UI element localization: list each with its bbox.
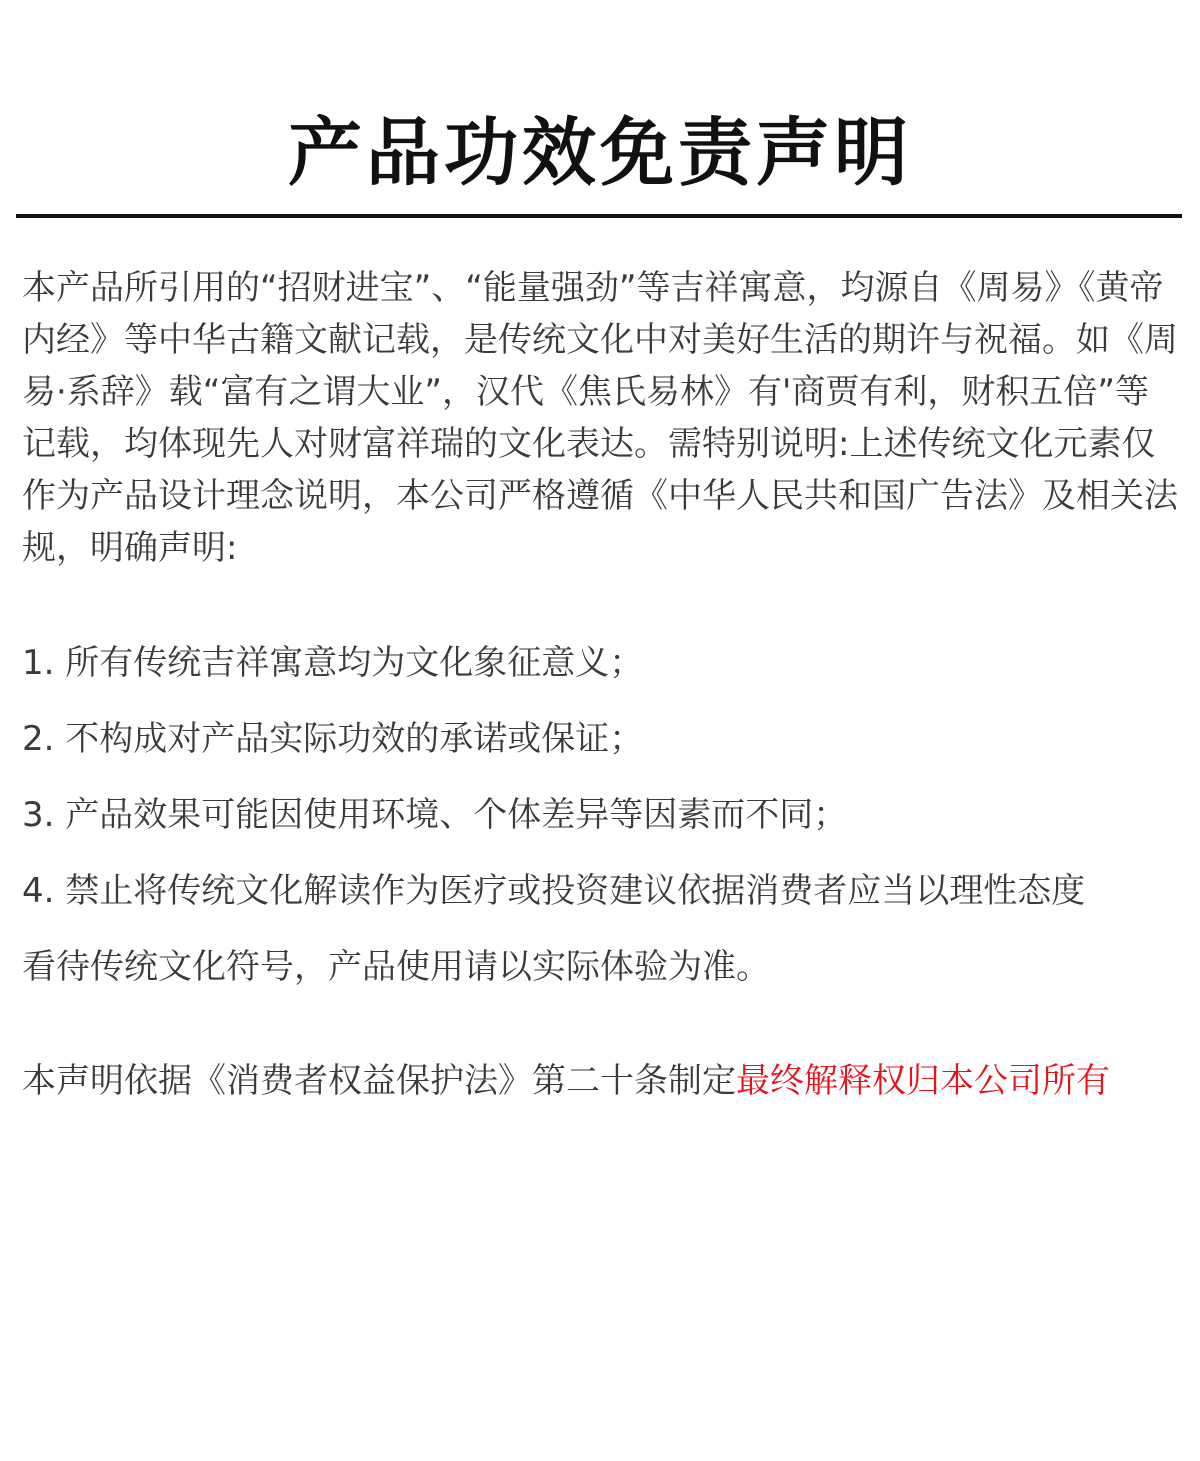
list-item: 看待传统文化符号，产品使用请以实际体验为准。 xyxy=(22,947,770,987)
footer-text: 本声明依据《消费者权益保护法》第二十条制定 xyxy=(22,1061,736,1101)
disclaimer-list xyxy=(22,625,1182,1005)
title-divider xyxy=(16,214,1182,218)
footer-statement xyxy=(22,1055,1172,1107)
list-item: 4. 禁止将传统文化解读作为医疗或投资建议依据消费者应当以理性态度 xyxy=(22,871,1086,911)
list-item: 1. 所有传统吉祥寓意均为文化象征意义； xyxy=(22,643,644,683)
intro-paragraph: 本产品所引用的“招财进宝”、“能量强劲”等吉祥寓意，均源自《周易》《黄帝内经》等中华古籍文献记载，是传统文化中对美好生活的期许与祝福。如《周易·系辞》载“富有之谓大业”，汉代《焦氏易林》有'商贾有利，财积五倍”等记载，均体现先人对财富祥瑞的文化表达。需特别说明:上述传统文化元素仅作为产品设计理念说明，本公司严格遵循《中华人民共和国广告法》及相关法规，明确声明: xyxy=(22,268,1178,568)
footer-highlight: 最终解释权归本公司所有 xyxy=(736,1061,1110,1101)
page-title: 产品功效免责声明 xyxy=(288,110,912,196)
list-item: 3. 产品效果可能因使用环境、个体差异等因素而不同； xyxy=(22,795,848,835)
list-item: 2. 不构成对产品实际功效的承诺或保证； xyxy=(22,719,644,759)
